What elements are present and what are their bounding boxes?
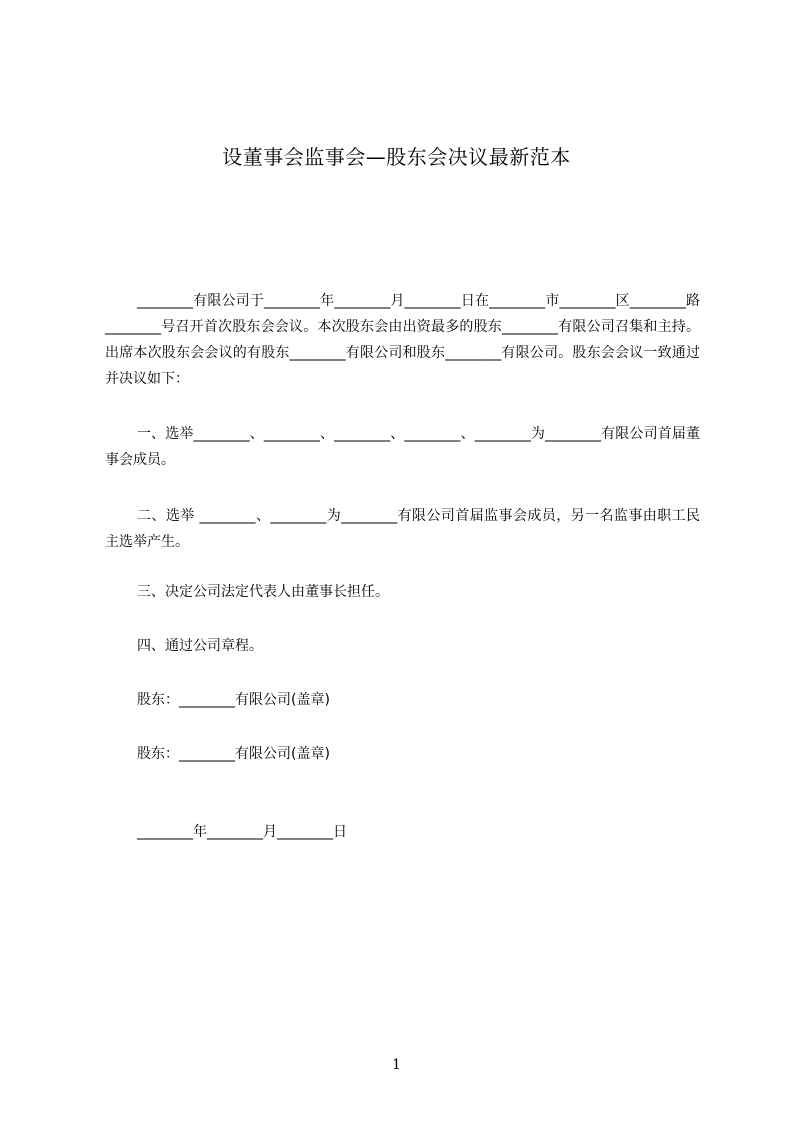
resolution-item-articles: 四、通过公司章程。	[137, 638, 263, 654]
shareholder-signature-line: 股东：________有限公司(盖章)	[137, 746, 330, 762]
resolution-intro-paragraph: ________有限公司于________年________月________日在________市________区________路________号召开首次股东会会议。本次股东会由出资最多的股东________有限公司召集和主持。出席本次股东会会议的有股东________有限公司和股东________有限公司。股东会会议一致通过并决议如下：	[105, 293, 700, 387]
document-title: 设董事会监事会—股东会决议最新范本	[222, 145, 571, 169]
shareholder-signature-line: 股东：________有限公司(盖章)	[137, 692, 330, 708]
resolution-item-supervisors: 二、选举 ________、________为________有限公司首届监事会成员，另一名监事由职工民主选举产生。	[105, 508, 700, 550]
page-number: 1	[392, 1057, 401, 1073]
resolution-item-legal-representative: 三、决定公司法定代表人由董事长担任。	[137, 584, 389, 600]
date-line: ________年________月________日	[137, 824, 347, 840]
resolution-item-directors: 一、选举________、________、________、________、________为________有限公司首届董事会成员。	[105, 426, 700, 468]
